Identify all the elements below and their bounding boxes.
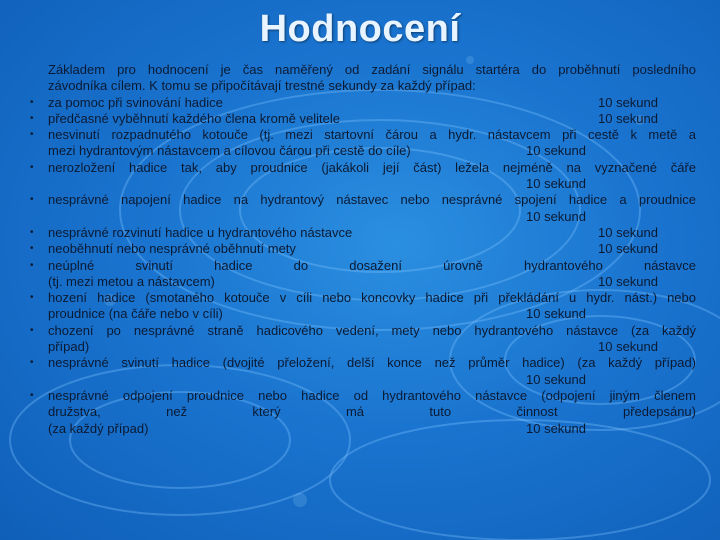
penalty-value: 10 sekund — [526, 371, 586, 387]
text-line — [0, 225, 720, 241]
rule-text: mezi hydrantovým nástavcem a cílovou čárou při cestě do cíle) — [48, 143, 411, 159]
bullet-icon: • — [30, 112, 34, 124]
bullet-icon: • — [30, 292, 34, 304]
bullet-icon: • — [30, 324, 34, 336]
rule-text: závodníka cílem. K tomu se připočítávají trestné sekundy za každý případ: — [48, 78, 476, 94]
text-line — [0, 241, 720, 257]
penalty-value: 10 sekund — [526, 420, 586, 436]
text-line — [0, 176, 720, 192]
bullet-icon: • — [30, 129, 34, 141]
penalty-value: 10 sekund — [598, 110, 658, 126]
penalty-value: 10 sekund — [598, 94, 658, 110]
bullet-icon: • — [30, 259, 34, 271]
rule-text: nerozložení hadice tak, aby proudnice (jakákoli její část) ležela nejméně na vyznačené čáře — [48, 159, 696, 175]
penalty-value: 10 sekund — [526, 208, 586, 224]
rule-text: nesprávné svinutí hadice (dvojité přeložení, delší konce než průměr hadice) (za každý případ) — [48, 355, 696, 371]
text-line — [0, 62, 720, 78]
rule-text: proudnice (na čáře nebo v cíli) — [48, 306, 223, 322]
text-line — [0, 127, 720, 143]
text-line — [0, 95, 720, 111]
text-line — [0, 388, 720, 404]
penalty-value: 10 sekund — [598, 224, 658, 240]
text-line — [0, 192, 720, 208]
text-line — [0, 160, 720, 176]
bullet-icon: • — [30, 389, 34, 401]
bullet-icon: • — [30, 357, 34, 369]
text-line — [0, 404, 720, 420]
rule-text: předčasné vyběhnutí každého člena kromě velitele — [48, 110, 340, 126]
bullet-icon: • — [30, 161, 34, 173]
text-line — [0, 421, 720, 437]
rule-text: družstva, než který má tuto činnost předepsánu) — [48, 404, 696, 420]
penalty-value: 10 sekund — [598, 339, 658, 355]
text-line — [0, 274, 720, 290]
text-line — [0, 209, 720, 225]
rule-text: Základem pro hodnocení je čas naměřený od zadání signálu startéra do proběhnutí posledního — [48, 62, 696, 77]
page-title: Hodnocení — [259, 8, 461, 50]
bullet-icon: • — [30, 243, 34, 255]
rules-list — [0, 62, 720, 437]
text-line — [0, 258, 720, 274]
penalty-value: 10 sekund — [598, 241, 658, 257]
text-line — [0, 372, 720, 388]
rule-text: nesprávné odpojení proudnice nebo hadice od hydrantového nástavce (odpojení jiným členem — [48, 387, 696, 403]
penalty-value: 10 sekund — [598, 273, 658, 289]
rule-text: neoběhnutí nebo nesprávné oběhnutí mety — [48, 241, 296, 257]
text-line — [0, 355, 720, 371]
penalty-value: 10 sekund — [526, 176, 586, 192]
text-line — [0, 290, 720, 306]
bullet-icon: • — [30, 226, 34, 238]
text-line — [0, 306, 720, 322]
bullet-icon: • — [30, 194, 34, 206]
penalty-value: 10 sekund — [526, 143, 586, 159]
bullet-icon: • — [30, 96, 34, 108]
text-line — [0, 323, 720, 339]
text-line — [0, 339, 720, 355]
text-line — [0, 143, 720, 159]
rule-text: za pomoc při svinování hadice — [48, 94, 223, 110]
rule-text: případ) — [48, 339, 90, 355]
rule-text: (tj. mezi metou a nástavcem) — [48, 273, 215, 289]
rule-text: chození po nesprávné straně hadicového vedení, mety nebo hydrantového nástavce (za každý — [48, 322, 696, 338]
rule-text: neúplné svinutí hadice do dosažení úrovně hydrantového nástavce — [48, 257, 696, 273]
penalty-value: 10 sekund — [526, 306, 586, 322]
rule-text: nesvinutí rozpadnutého kotouče (tj. mezi startovní čárou a hydr. nástavcem při cestě k metě a — [48, 127, 696, 143]
rule-text: hození hadice (smotaného kotouče v cíli nebo koncovky hadice při překládání u hydr. nást.) nebo — [48, 290, 696, 306]
text-line — [0, 78, 720, 94]
rule-text: (za každý případ) — [48, 420, 149, 436]
text-line — [0, 111, 720, 127]
rule-text: nesprávné napojení hadice na hydrantový nástavec nebo nesprávné spojení hadice a proudnice — [48, 192, 696, 208]
rule-text: nesprávné rozvinutí hadice u hydrantového nástavce — [48, 224, 353, 240]
